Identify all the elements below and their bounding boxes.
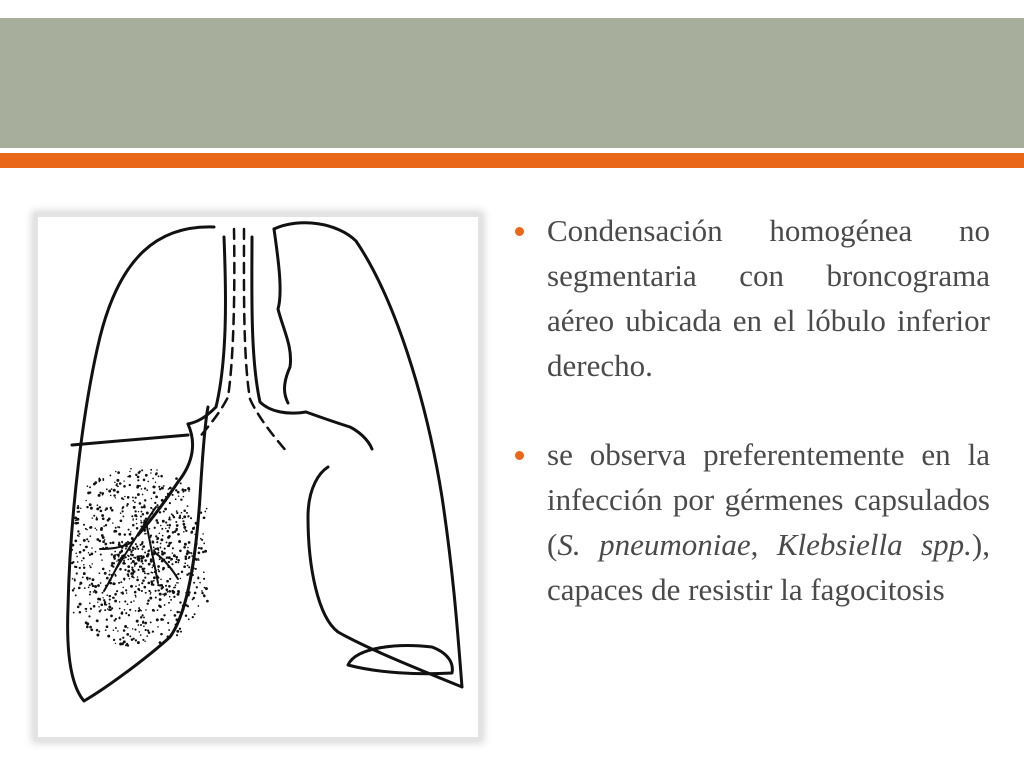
bullet-text-part: se observa preferentemente en la infección por gérmenes capsulados (: [547, 437, 990, 562]
right-lung-outline: [68, 227, 214, 701]
lung-xray-illustration-icon: [38, 217, 478, 737]
bullet-icon: [515, 227, 524, 236]
organism-name: S. pneumoniae: [557, 527, 751, 562]
organism-name: Klebsiella spp.: [776, 527, 972, 562]
accent-line: [0, 153, 1024, 168]
mediastinum-contour: [274, 229, 291, 403]
condensation-stipple: [71, 468, 209, 647]
bullet-item: [512, 432, 990, 612]
left-lung-outline: [274, 223, 462, 687]
minor-fissure: [72, 435, 188, 445]
bullet-text-part: ,: [750, 527, 777, 562]
bullet-icon: [515, 451, 524, 460]
bullet-text: [547, 437, 990, 607]
header-band: [0, 18, 1024, 148]
trachea-left-wall: [188, 237, 226, 424]
bullet-text-part: ), capaces de resistir la fagocitosis: [547, 527, 990, 607]
bullet-text: Condensación homogénea no segmentaria con broncograma aéreo ubicada en el lóbulo inferior derecho.: [547, 213, 990, 383]
bullet-item: [512, 208, 990, 388]
lung-figure: [38, 217, 478, 737]
left-main-bronchus: [306, 412, 372, 449]
bullet-list: [512, 208, 990, 612]
